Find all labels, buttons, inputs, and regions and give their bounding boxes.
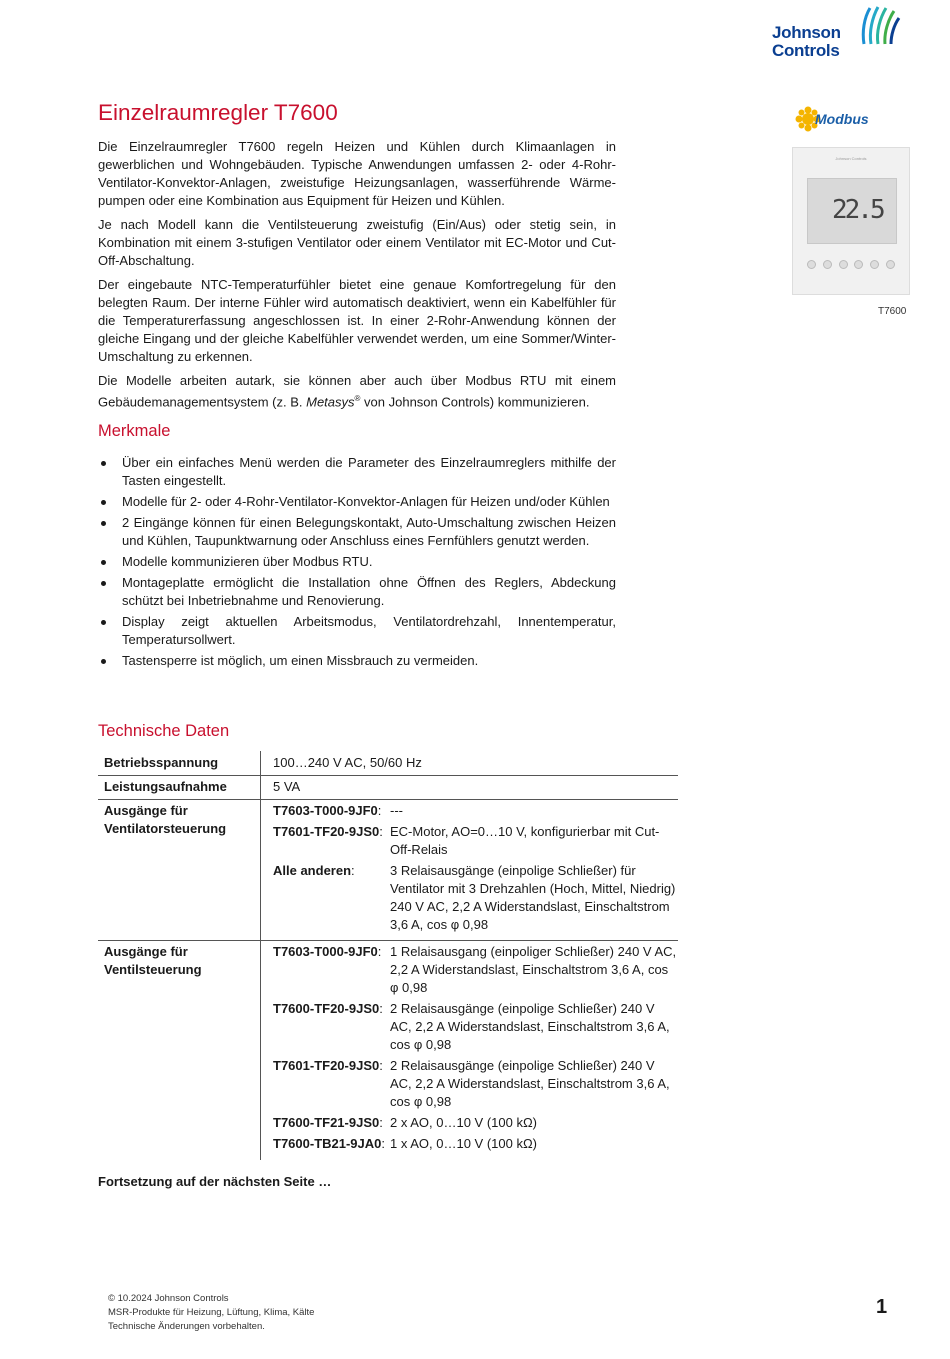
feature-item: Modelle kommunizieren über Modbus RTU. bbox=[98, 553, 616, 571]
device-button-icon bbox=[823, 260, 832, 269]
model-entry bbox=[273, 943, 678, 997]
intro-last-before: Die Modelle arbeiten autark, sie können aber auch über Modbus RTU mit einem Gebäudemanagementsystem (z. B. bbox=[98, 373, 616, 410]
metasys-term: Metasys bbox=[306, 394, 355, 410]
tech-heading: Technische Daten bbox=[98, 722, 230, 740]
device-buttons bbox=[807, 260, 895, 269]
feature-item: Über ein einfaches Menü werden die Parameter des Einzelraumreglers mithilfe der Tasten eingestellt. bbox=[98, 454, 616, 490]
model-entry bbox=[273, 1000, 678, 1054]
model-entry bbox=[273, 1135, 678, 1153]
model-desc: 3 Relaisausgänge (einpolige Schließer) für Ventilator mit 3 Drehzahlen (Hoch, Mittel, Niedrig) 240 V AC, 2,2 A Widerstandslast, Einschaltstrom 3,6 A, cos φ 0,98 bbox=[390, 863, 676, 932]
device-temperature-readout: 22.5 bbox=[832, 195, 883, 225]
model-id: T7601-TF20-9JS0: bbox=[273, 1058, 383, 1073]
device-brand: Johnson Controls bbox=[835, 156, 867, 161]
registered-mark: ® bbox=[354, 394, 361, 403]
tech-table bbox=[98, 752, 678, 1159]
row-label: Betriebsspannung bbox=[104, 755, 219, 770]
intro-last-after: von Johnson Controls) kommunizieren. bbox=[360, 394, 590, 410]
johnson-controls-logo bbox=[772, 4, 902, 62]
row-label: Ausgänge für Ventilsteuerung bbox=[104, 944, 202, 977]
table-row bbox=[98, 800, 678, 941]
device-button-icon bbox=[886, 260, 895, 269]
model-desc: 1 x AO, 0…10 V (100 kΩ) bbox=[390, 1136, 538, 1151]
row-label: Leistungsaufnahme bbox=[104, 779, 227, 794]
table-row bbox=[98, 941, 678, 1159]
model-entry bbox=[273, 1114, 678, 1132]
model-id: Alle anderen: bbox=[273, 863, 355, 878]
page-title: Einzelraumregler T7600 bbox=[98, 100, 338, 125]
intro-paragraph: Der eingebaute NTC-Temperaturfühler bietet eine genaue Komfortregelung für den belegten Raum. Der interne Fühler wird automatisch deaktiviert, wenn ein Kabelfühler für die Temperaturerfassung angeschlossen ist. In einer 2-Rohr-Anwendung können der gleiche Eingang und der gleiche Kabelfühler verwendet werden, um eine Sommer/Winter-Umschaltung zu erkennen. bbox=[98, 277, 616, 364]
model-desc: 1 Relaisausgang (einpoliger Schließer) 240 V AC, 2,2 A Widerstandslast, Einschaltstrom 3,6 A, cos φ 0,98 bbox=[390, 944, 677, 995]
model-entry bbox=[273, 823, 678, 859]
page-number: 1 bbox=[876, 1296, 888, 1318]
model-desc: 2 Relaisausgänge (einpolige Schließer) 240 V AC, 2,2 A Widerstandslast, Einschaltstrom 3,6 A, cos φ 0,98 bbox=[390, 1058, 670, 1109]
model-desc: 2 x AO, 0…10 V (100 kΩ) bbox=[390, 1115, 538, 1130]
row-value: 5 VA bbox=[260, 775, 678, 800]
footer bbox=[108, 1292, 314, 1334]
row-value bbox=[260, 799, 678, 941]
feature-item: Tastensperre ist möglich, um einen Missbrauch zu vermeiden. bbox=[98, 652, 616, 670]
model-entry bbox=[273, 802, 678, 820]
model-desc: --- bbox=[390, 803, 403, 818]
logo-line-1: Johnson bbox=[772, 23, 841, 42]
device-screen bbox=[807, 178, 897, 244]
feature-item: 2 Eingänge können für einen Belegungskontakt, Auto-Umschaltung zwischen Heizen und Kühlen, Taupunktwarnung oder Anschluss eines Fernfühlers genutzt werden. bbox=[98, 514, 616, 550]
table-row bbox=[98, 776, 678, 800]
footer-line: MSR-Produkte für Heizung, Lüftung, Klima, Kälte bbox=[108, 1307, 315, 1318]
model-desc: 2 Relaisausgänge (einpolige Schließer) 240 V AC, 2,2 A Widerstandslast, Einschaltstrom 3,6 A, cos φ 0,98 bbox=[390, 1001, 670, 1052]
model-id: T7603-T000-9JF0: bbox=[273, 944, 382, 959]
modbus-logo bbox=[795, 104, 885, 134]
device-button-icon bbox=[839, 260, 848, 269]
intro-paragraph: Je nach Modell kann die Ventilsteuerung zweistufig (Ein/Aus) oder stetig sein, in Kombination mit einem 3-stufigen Ventilator oder einem Ventilator mit EC-Motor und Cut-Off-Abschaltung. bbox=[98, 217, 616, 268]
figure-caption: T7600 bbox=[878, 306, 907, 317]
thermostat-image bbox=[792, 147, 910, 295]
model-entry bbox=[273, 1057, 678, 1111]
intro-text bbox=[98, 138, 616, 417]
feature-item: Montageplatte ermöglicht die Installation ohne Öffnen des Reglers, Abdeckung schützt bei Inbetriebnahme und Renovierung. bbox=[98, 574, 616, 610]
table-row bbox=[98, 752, 678, 776]
footer-line: Technische Änderungen vorbehalten. bbox=[108, 1321, 265, 1332]
model-desc: EC-Motor, AO=0…10 V, konfigurierbar mit Cut-Off-Relais bbox=[390, 824, 660, 857]
logo-wordmark bbox=[772, 24, 841, 60]
logo-line-2: Controls bbox=[772, 41, 840, 60]
feature-item: Modelle für 2- oder 4-Rohr-Ventilator-Konvektor-Anlagen für Heizen und/oder Kühlen bbox=[98, 493, 616, 511]
feature-item: Display zeigt aktuellen Arbeitsmodus, Ventilatordrehzahl, Innentemperatur, Temperatursollwert. bbox=[98, 613, 616, 649]
model-entry bbox=[273, 862, 678, 934]
continuation-note: Fortsetzung auf der nächsten Seite … bbox=[98, 1174, 332, 1189]
model-id: T7600-TB21-9JA0: bbox=[273, 1136, 386, 1151]
model-id: T7600-TF20-9JS0: bbox=[273, 1001, 383, 1016]
modbus-wordmark: Modbus bbox=[815, 111, 869, 127]
features-list bbox=[98, 454, 616, 673]
device-button-icon bbox=[854, 260, 863, 269]
logo-mark-icon bbox=[858, 4, 902, 48]
row-value: 100…240 V AC, 50/60 Hz bbox=[260, 751, 678, 776]
model-id: T7600-TF21-9JS0: bbox=[273, 1115, 383, 1130]
device-button-icon bbox=[807, 260, 816, 269]
device-button-icon bbox=[870, 260, 879, 269]
model-id: T7603-T000-9JF0: bbox=[273, 803, 382, 818]
intro-paragraph bbox=[98, 372, 616, 411]
row-value bbox=[260, 940, 678, 1160]
model-id: T7601-TF20-9JS0: bbox=[273, 824, 383, 839]
row-label: Ausgänge für Ventilatorsteuerung bbox=[104, 803, 227, 836]
intro-paragraph: Die Einzelraumregler T7600 regeln Heizen und Kühlen durch Klimaanlagen in gewerblichen und Wohngebäuden. Typische Anwendungen umfassen 2- oder 4-Rohr-Ventilator-Konvektor-Anlagen, zweistufige Heizungsanlagen, wasserführende Wärme-pumpen oder eine Kombination aus Equipment für Heizen und Kühlen. bbox=[98, 139, 616, 208]
features-heading: Merkmale bbox=[98, 422, 171, 440]
footer-line: © 10.2024 Johnson Controls bbox=[108, 1293, 229, 1304]
